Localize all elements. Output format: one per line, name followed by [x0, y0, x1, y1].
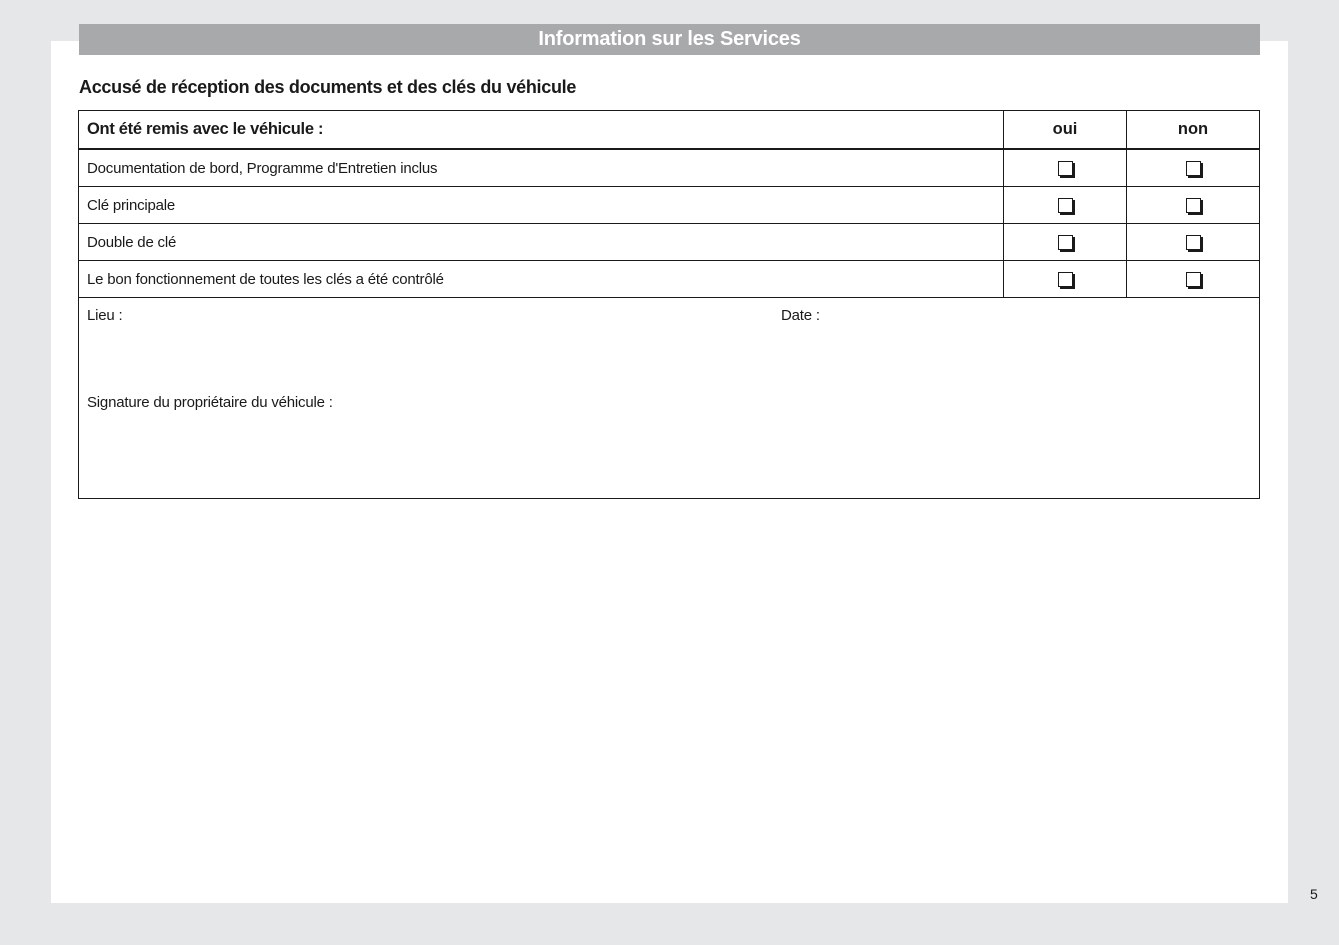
table-header-oui: oui: [1003, 111, 1126, 148]
checkbox-icon[interactable]: [1186, 161, 1201, 176]
checkbox-icon[interactable]: [1186, 198, 1201, 213]
row-label: Double de clé: [87, 233, 177, 251]
checkbox-icon[interactable]: [1058, 161, 1073, 176]
oui-cell: [1003, 187, 1126, 223]
table-header-row: [79, 111, 1259, 150]
date-label: Date :: [781, 307, 820, 324]
table-row: [79, 150, 1259, 187]
table-row: [79, 261, 1259, 298]
oui-cell: [1003, 224, 1126, 260]
row-label: Le bon fonctionnement de toutes les clés a été contrôlé: [87, 270, 444, 288]
row-label: Clé principale: [87, 196, 176, 214]
lieu-label: Lieu :: [87, 307, 123, 324]
non-cell: [1126, 187, 1259, 223]
table-row: [79, 224, 1259, 261]
table-row: [79, 187, 1259, 224]
checkbox-icon[interactable]: [1186, 272, 1201, 287]
page-number: 5: [1310, 886, 1318, 902]
non-cell: [1126, 150, 1259, 186]
non-cell: [1126, 261, 1259, 297]
page-header-bar: [79, 24, 1260, 55]
non-cell: [1126, 224, 1259, 260]
oui-cell: [1003, 150, 1126, 186]
checkbox-icon[interactable]: [1058, 235, 1073, 250]
section-title: Accusé de réception des documents et des clés du véhicule: [79, 77, 577, 97]
checkbox-icon[interactable]: [1058, 272, 1073, 287]
checkbox-icon[interactable]: [1186, 235, 1201, 250]
page-header-title: Information sur les Services: [538, 28, 801, 50]
row-label: Documentation de bord, Programme d'Entretien inclus: [87, 159, 438, 177]
table-header-label: Ont été remis avec le véhicule :: [87, 120, 324, 138]
handover-form-table: [78, 110, 1260, 499]
table-header-non: non: [1126, 111, 1259, 148]
signature-label: Signature du propriétaire du véhicule :: [87, 394, 333, 411]
checkbox-icon[interactable]: [1058, 198, 1073, 213]
oui-cell: [1003, 261, 1126, 297]
